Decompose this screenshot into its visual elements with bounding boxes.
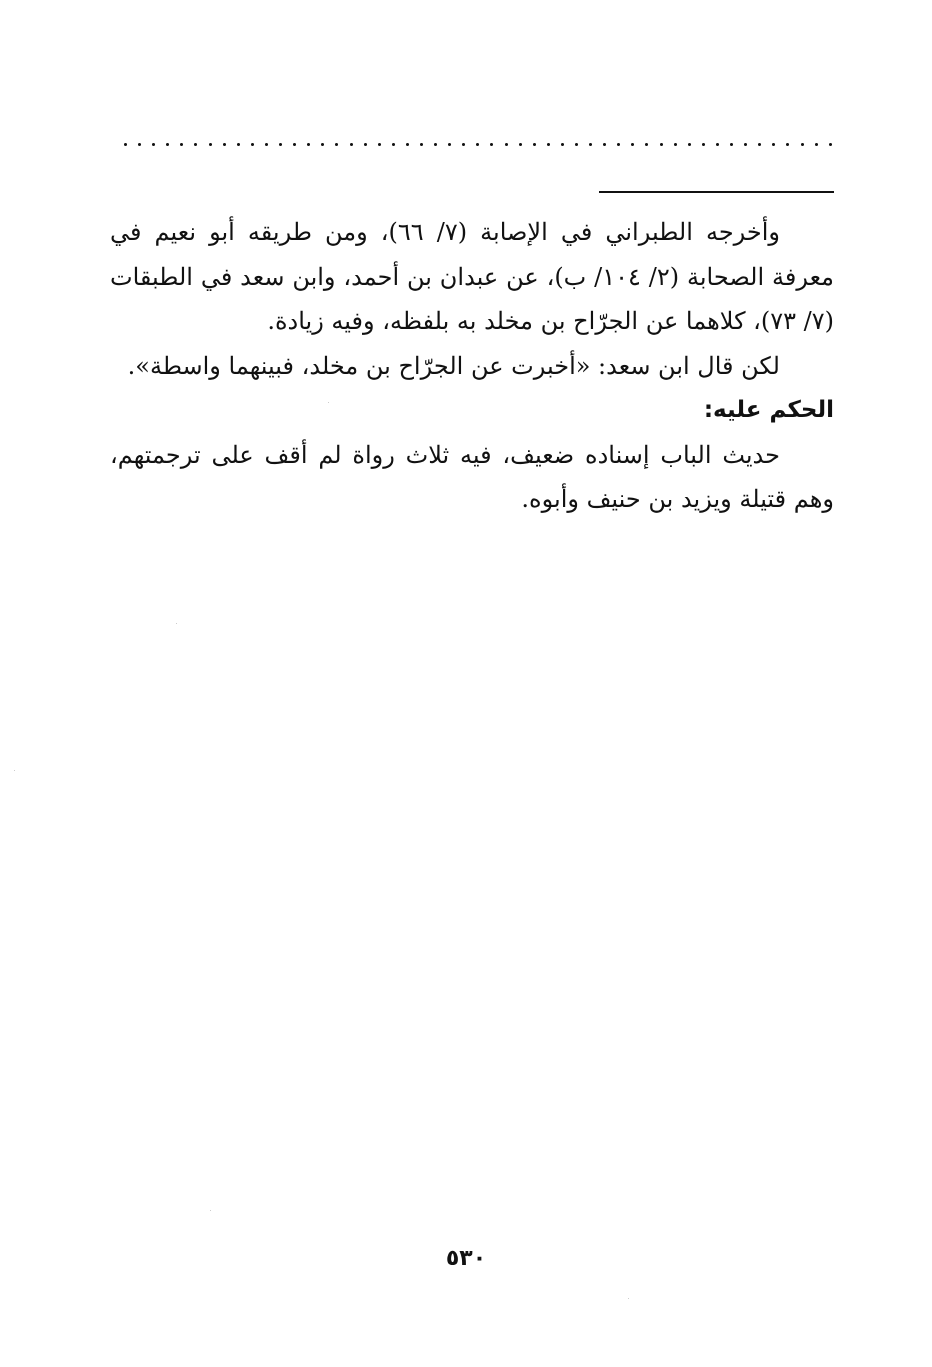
- separator-dot: [476, 143, 479, 146]
- separator-dot: [434, 143, 437, 146]
- separator-dot: [688, 143, 691, 146]
- separator-dot: [138, 143, 141, 146]
- separator-dot: [335, 143, 338, 146]
- separator-dot: [786, 143, 789, 146]
- separator-dot: [209, 143, 212, 146]
- separator-dot: [166, 143, 169, 146]
- separator-dot: [702, 143, 705, 146]
- separator-dot: [293, 143, 296, 146]
- page-number: ٥٣٠: [445, 1246, 487, 1271]
- separator-dot: [350, 143, 353, 146]
- separator-dot: [378, 143, 381, 146]
- separator-dot: [589, 143, 592, 146]
- separator-dot: [772, 143, 775, 146]
- separator-dot: [265, 143, 268, 146]
- separator-dot: [631, 143, 634, 146]
- footnote-rule: [599, 191, 834, 193]
- separator-dot: [406, 143, 409, 146]
- separator-dot: [561, 143, 564, 146]
- separator-dot: [490, 143, 493, 146]
- scan-speck: [628, 1298, 629, 1299]
- separator-dot: [462, 143, 465, 146]
- footnote-body: [110, 210, 834, 522]
- separator-dot: [815, 143, 818, 146]
- footnote-paragraph: وأخرجه الطبراني في الإصابة (٧/ ٦٦)، ومن طريقه أبو نعيم في معرفة الصحابة (٢/ ١٠٤/ ب)، عن عبدان بن أحمد، وابن سعد في الطبقات (٧/ ٧٣)، كلاهما عن الجرّاح بن مخلد به بلفظه، وفيه زيادة.: [110, 218, 835, 335]
- separator-dot: [603, 143, 606, 146]
- separator-dot: [152, 143, 155, 146]
- footnote-paragraph: لكن قال ابن سعد: «أخبرت عن الجرّاح بن مخلد، فبينهما واسطة».: [127, 351, 780, 380]
- separator-dot: [758, 143, 761, 146]
- separator-dot: [744, 143, 747, 146]
- separator-dot: [547, 143, 550, 146]
- separator-dot: [448, 143, 451, 146]
- separator-dot: [617, 143, 620, 146]
- separator-dot: [279, 143, 282, 146]
- dotted-separator: [124, 136, 832, 152]
- separator-dot: [364, 143, 367, 146]
- separator-dot: [505, 143, 508, 146]
- scan-speck: [328, 402, 329, 403]
- separator-dot: [420, 143, 423, 146]
- separator-dot: [124, 143, 127, 146]
- separator-dot: [194, 143, 197, 146]
- separator-dot: [645, 143, 648, 146]
- separator-dot: [180, 143, 183, 146]
- footnote-paragraph: حديث الباب إسناده ضعيف، فيه ثلاث رواة لم أقف على ترجمتهم، وهم قتيلة ويزيد بن حنيف وأبوه.: [110, 440, 834, 513]
- separator-dot: [674, 143, 677, 146]
- separator-dot: [251, 143, 254, 146]
- separator-dot: [829, 143, 832, 146]
- separator-dot: [321, 143, 324, 146]
- separator-dot: [575, 143, 578, 146]
- separator-dot: [237, 143, 240, 146]
- scan-speck: [14, 770, 15, 771]
- section-heading: الحكم عليه:: [703, 397, 834, 423]
- scan-speck: [176, 623, 177, 624]
- separator-dot: [716, 143, 719, 146]
- separator-dot: [730, 143, 733, 146]
- scan-speck: [210, 1210, 211, 1211]
- separator-dot: [392, 143, 395, 146]
- separator-dot: [519, 143, 522, 146]
- separator-dot: [533, 143, 536, 146]
- separator-dot: [660, 143, 663, 146]
- separator-dot: [801, 143, 804, 146]
- separator-dot: [223, 143, 226, 146]
- separator-dot: [307, 143, 310, 146]
